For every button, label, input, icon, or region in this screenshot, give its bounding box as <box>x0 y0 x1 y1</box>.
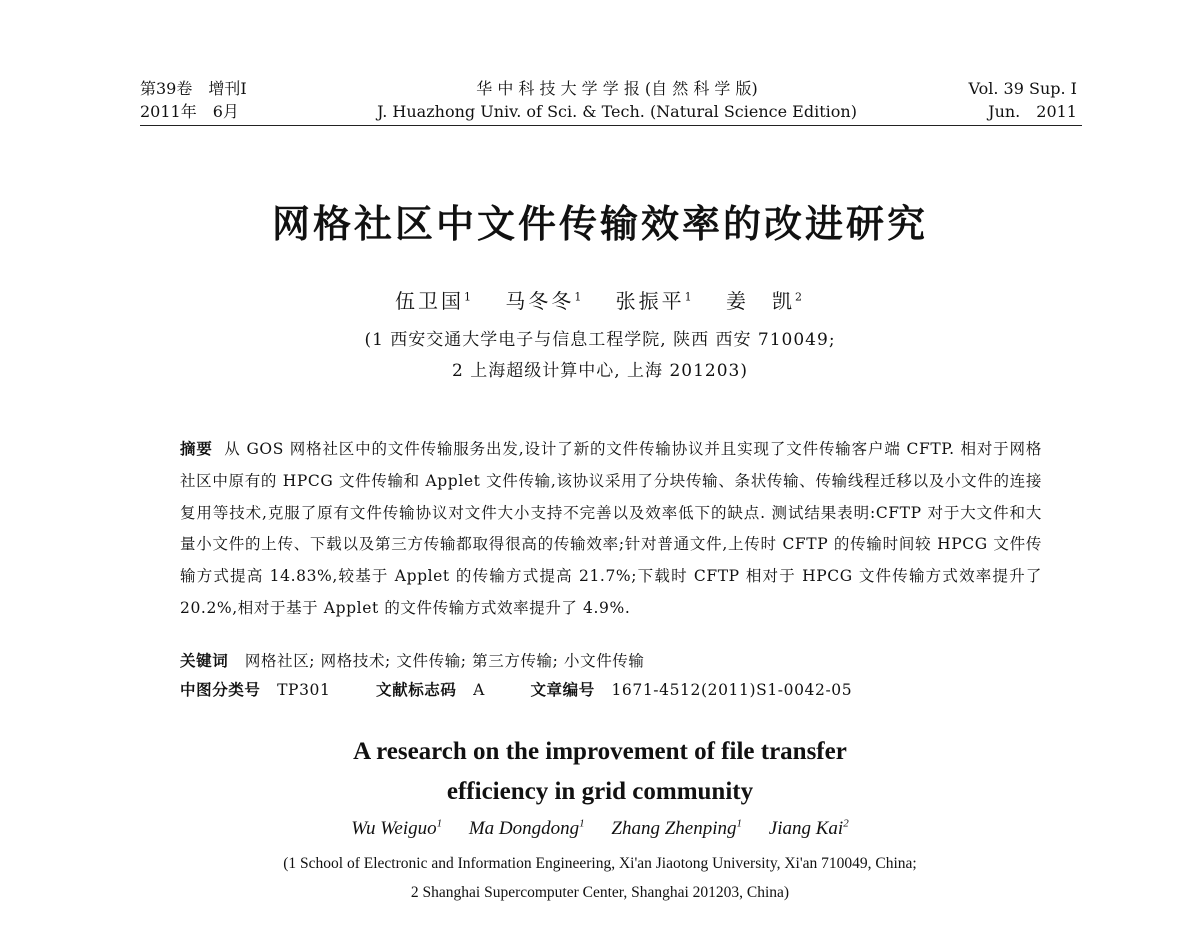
abstract-cn <box>180 433 1042 625</box>
author-en: Wu Weiguo$^1$ <box>351 818 443 840</box>
author-en: Jiang Kai$^2$ <box>768 818 849 840</box>
abstract-text: 从 GOS 网格社区中的文件传输服务出发,设计了新的文件传输协议并且实现了文件传输客户端 CFTP. 相对于网格社区中原有的 HPCG 文件传输和 Applet 文件传输,该协议采用了分块传输、条状传输、传输线程迁移以及小文件的连接复用等技术,克服了原有文件传输协议对文件大小支持不完善以及效率低下的缺点. 测试结果表明:CFTP 对于大文件和大量小文件的上传、下载以及第三方传输都取得很高的传输效率;针对普通文件,上传时 CFTP 的传输时间较 HPCG 文件传输方式提高 14.83%,较基于 Applet 的传输方式提高 21.7%;下载时 CFTP 相对于 HPCG 文件传输方式效率提升了 20.2%,相对于基于 Applet 的文件传输方式效率提升了 4.9%. <box>180 440 1042 617</box>
clc-value: TP301 <box>277 681 331 699</box>
header-rule <box>140 125 1082 126</box>
paper-title-en-line2: efficiency in grid community <box>446 778 754 805</box>
volume-issue: 第39卷 增刊Ⅰ <box>140 79 247 98</box>
article-id-value: 1671-4512(2011)S1-0042-05 <box>611 681 853 699</box>
clc-label: 中图分类号 <box>180 680 261 699</box>
journal-name-cn: 华 中 科 技 大 学 学 报 (自 然 科 学 版) <box>476 79 758 98</box>
author-en: Ma Dongdong$^1$ <box>468 818 585 840</box>
affiliation-cn-2: 2 上海超级计算中心, 上海 201203) <box>452 361 748 381</box>
article-id-label: 文章编号 <box>530 680 595 699</box>
keywords-cn <box>180 649 645 671</box>
author-cn: 姜 凯$^2$ <box>726 289 806 313</box>
doc-code-value: A <box>473 681 485 699</box>
doc-code-label: 文献标志码 <box>376 680 457 699</box>
paper-title-cn: 网格社区中文件传输效率的改进研究 <box>271 202 928 246</box>
abstract-label: 摘要 <box>180 439 213 458</box>
paper-title-en-line1: A research on the improvement of file transfer <box>353 738 847 765</box>
affiliation-cn-1: (1 西安交通大学电子与信息工程学院, 陕西 西安 710049; <box>364 330 836 350</box>
affiliation-en-2: 2 Shanghai Supercomputer Center, Shanghai 201203, China) <box>410 884 790 901</box>
keywords-label: 关键词 <box>180 651 229 670</box>
author-cn: 伍卫国$^1$ <box>394 289 474 313</box>
author-cn: 马冬冬$^1$ <box>505 289 585 313</box>
author-list-en <box>0 818 1200 840</box>
classification-line <box>180 678 852 700</box>
author-list-cn <box>0 285 1200 314</box>
publication-date: 2011年 6月 <box>140 102 239 121</box>
volume-en: Vol. 39 Sup. Ⅰ <box>968 79 1077 98</box>
affiliation-en-1: (1 School of Electronic and Information Engineering, Xi'an Jiaotong University, Xi'an 710049, China; <box>283 855 917 872</box>
journal-name-en: J. Huazhong Univ. of Sci. & Tech. (Natural Science Edition) <box>377 102 857 121</box>
author-cn: 张振平$^1$ <box>615 289 695 313</box>
date-en: Jun. 2011 <box>988 102 1077 121</box>
author-en: Zhang Zhenping$^1$ <box>611 818 743 840</box>
keywords-text: 网格社区; 网格技术; 文件传输; 第三方传输; 小文件传输 <box>244 652 645 670</box>
